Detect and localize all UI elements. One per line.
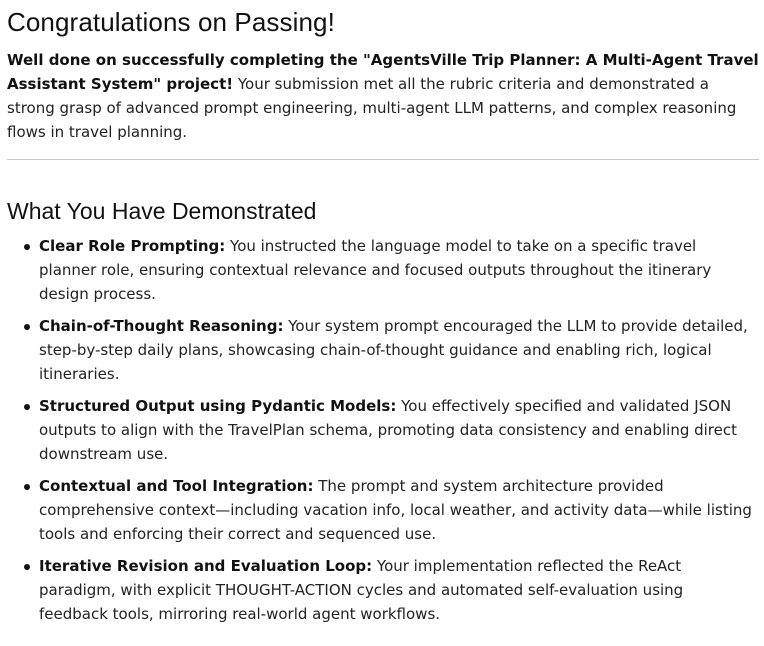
list-item-text: You effectively specified and validated JSON outputs to align with the TravelPlan schema, promoting data consistency and enabling direct downstream use. (39, 397, 738, 463)
list-item (39, 314, 760, 386)
page-title: Congratulations on Passing! (7, 7, 335, 37)
list-item-text: You instructed the language model to take on a specific travel planner role, ensuring contextual relevance and focused outputs throughout the itinerary design process. (39, 237, 712, 303)
list-item-text: Your implementation reflected the ReAct paradigm, with explicit THOUGHT-ACTION cycles and automated self-evaluation using feedback tools, mirroring real-world agent workflows. (39, 557, 684, 623)
demonstrated-list (7, 234, 760, 626)
list-item-text: Your system prompt encouraged the LLM to provide detailed, step-by-step daily plans, showcasing chain-of-thought guidance and enabling rich, logical itineraries. (39, 317, 748, 383)
list-item (39, 234, 760, 306)
list-item (39, 474, 760, 546)
intro-bold-text: Well done on successfully completing the "AgentsVille Trip Planner: A Multi-Agent Travel Assistant System" project! (7, 51, 759, 93)
list-item (39, 554, 760, 626)
list-item-label: Clear Role Prompting: (39, 237, 226, 255)
list-item-label: Chain-of-Thought Reasoning: (39, 317, 284, 335)
intro-paragraph (7, 48, 760, 144)
list-item-text: The prompt and system architecture provided comprehensive context—including vacation info, local weather, and activity data—while listing tools and enforcing their correct and sequenced use. (39, 477, 752, 543)
list-item (39, 394, 760, 466)
list-item-label: Structured Output using Pydantic Models: (39, 397, 397, 415)
list-item-label: Iterative Revision and Evaluation Loop: (39, 557, 373, 575)
section-title: What You Have Demonstrated (7, 198, 317, 224)
section-divider (7, 159, 759, 160)
list-item-label: Contextual and Tool Integration: (39, 477, 314, 495)
intro-body-text: Your submission met all the rubric criteria and demonstrated a strong grasp of advanced prompt engineering, multi-agent LLM patterns, and complex reasoning flows in travel planning. (7, 75, 737, 141)
